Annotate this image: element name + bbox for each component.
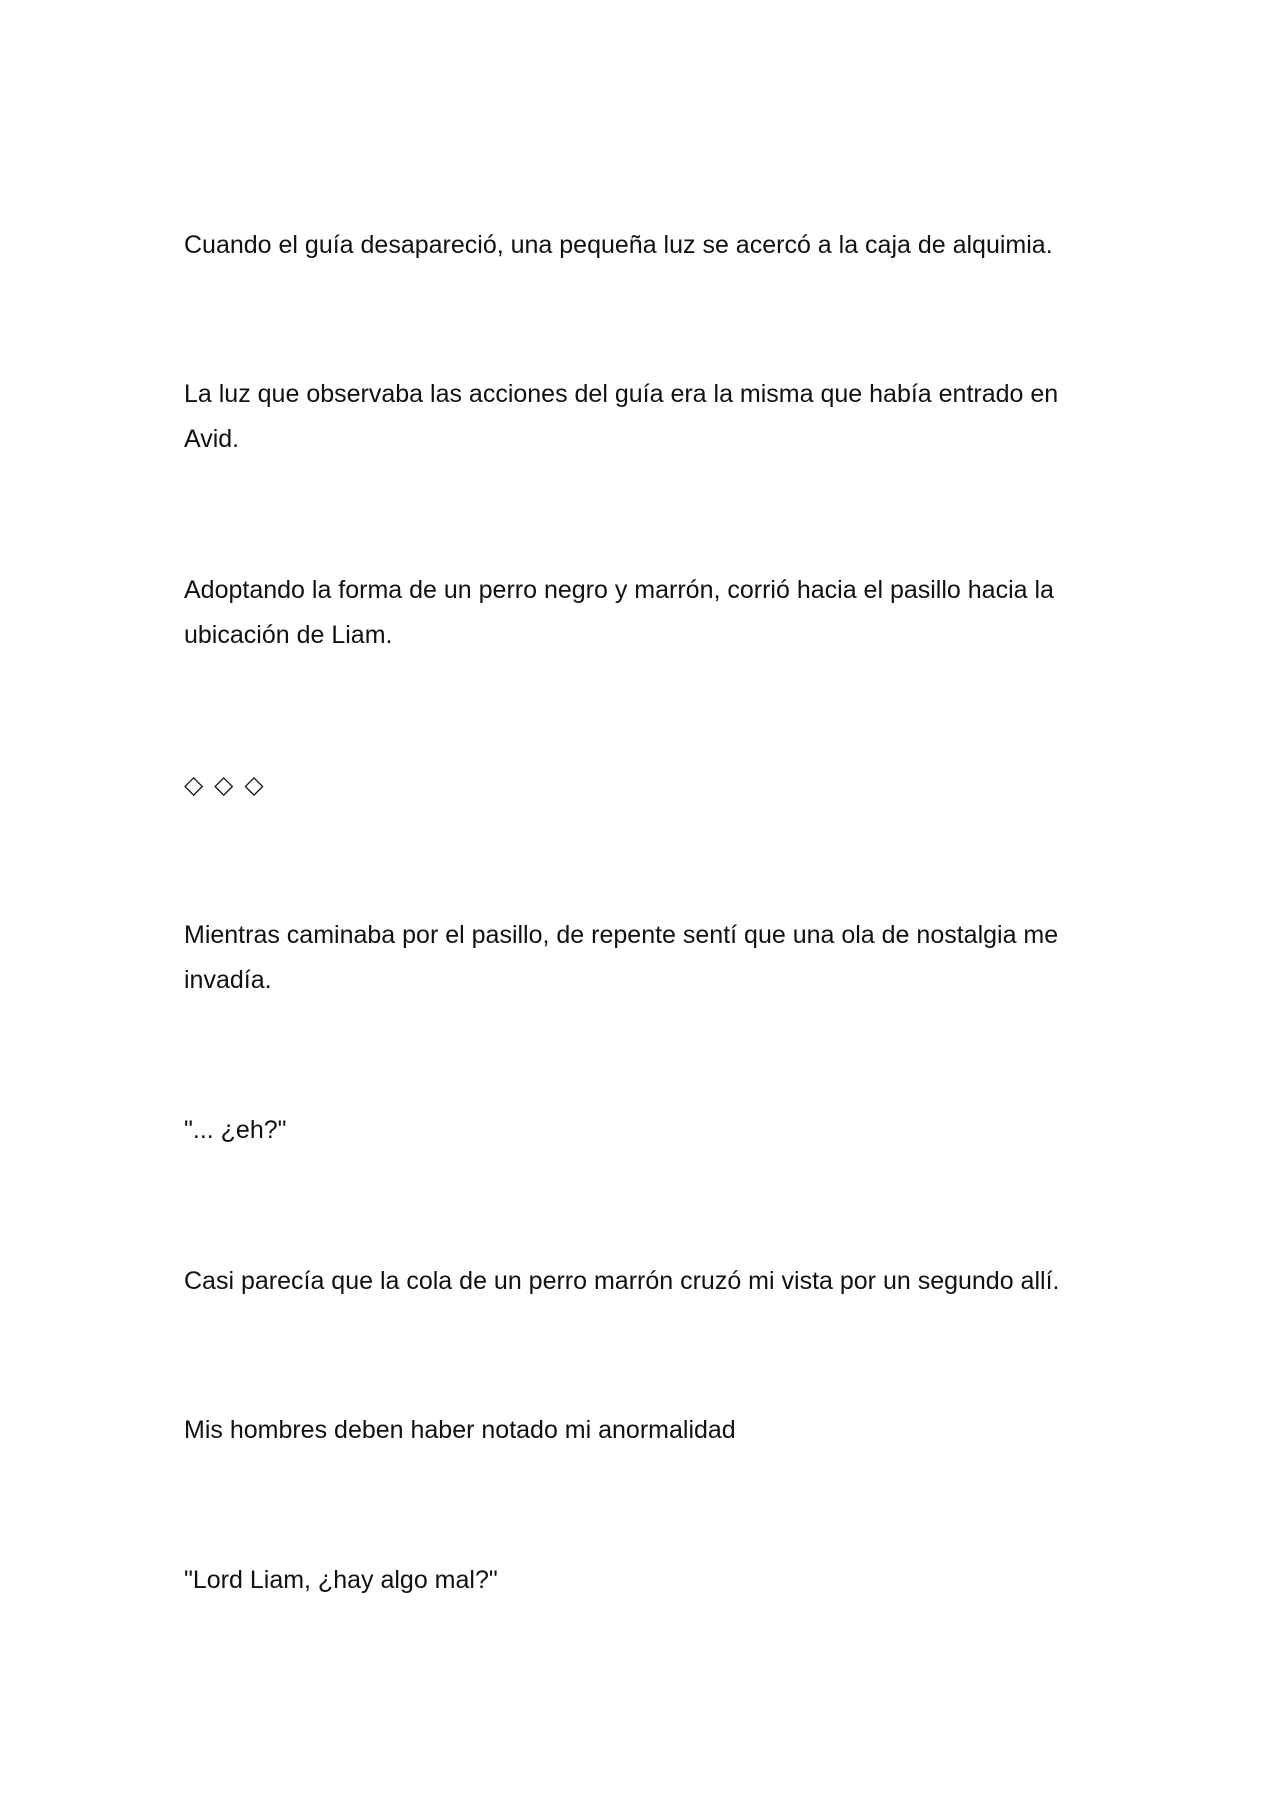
- paragraph-8: Mis hombres deben haber notado mi anormalidad: [184, 1416, 736, 1444]
- paragraph-9-dialogue: "Lord Liam, ¿hay algo mal?": [184, 1566, 498, 1594]
- paragraph-5: Mientras caminaba por el pasillo, de repente sentí que una ola de nostalgia me invadía.: [184, 921, 1059, 994]
- paragraph-1: Cuando el guía desapareció, una pequeña luz se acercó a la caja de alquimia.: [184, 231, 1053, 259]
- paragraph-3: Adoptando la forma de un perro negro y marrón, corrió hacia el pasillo hacia la ubicación de Liam.: [184, 576, 1054, 649]
- paragraph-6-dialogue: "... ¿eh?": [184, 1116, 287, 1144]
- paragraph-2: La luz que observaba las acciones del guía era la misma que había entrado en Avid.: [184, 380, 1059, 453]
- paragraph-7: Casi parecía que la cola de un perro marrón cruzó mi vista por un segundo allí.: [184, 1267, 1060, 1295]
- scene-break-diamonds: ◇ ◇ ◇: [184, 771, 266, 799]
